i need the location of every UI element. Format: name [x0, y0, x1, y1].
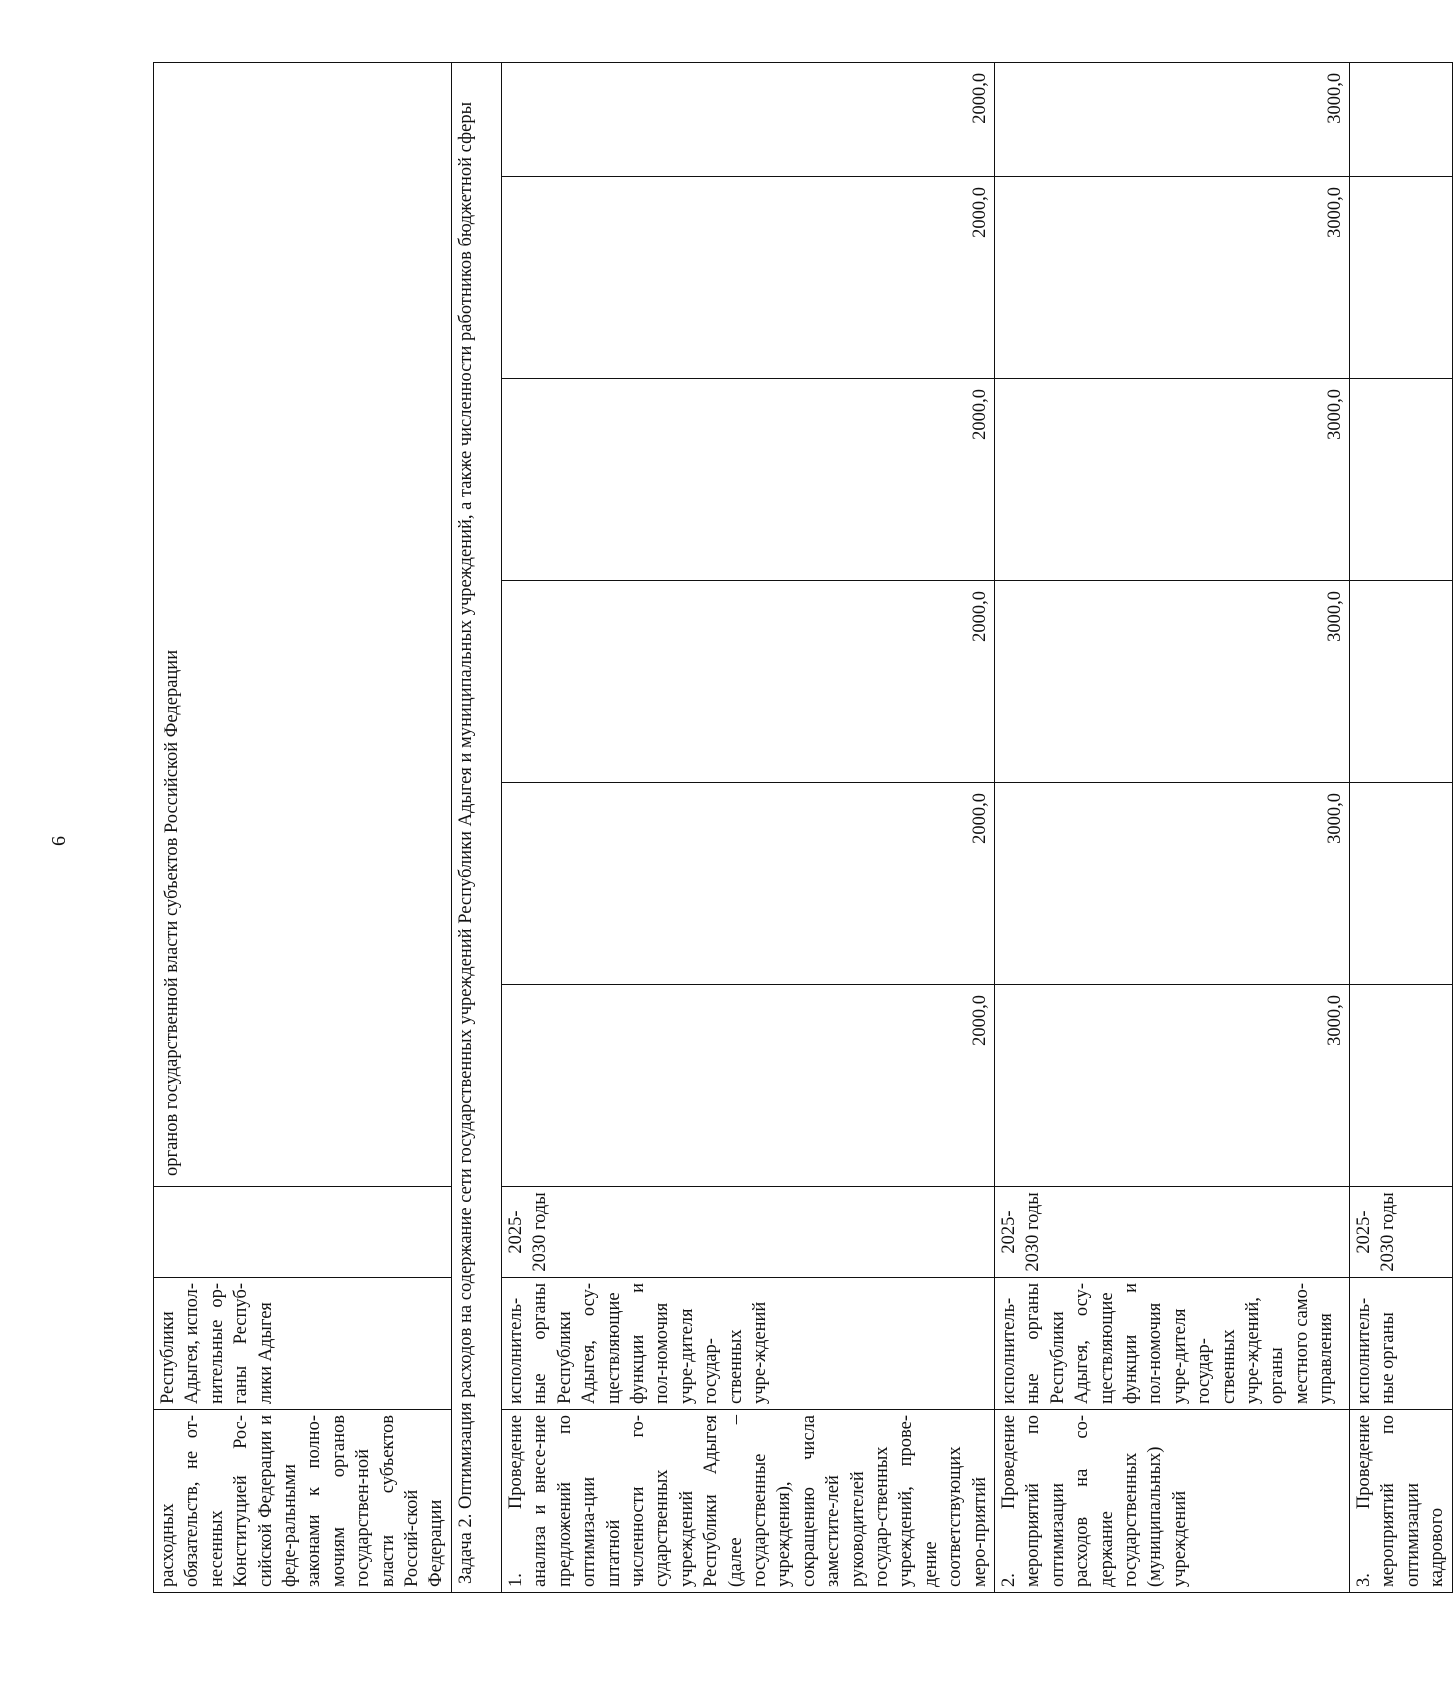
- cell-value: [1350, 985, 1453, 1187]
- rotated-page: [153, 63, 1448, 1593]
- cell-measure: расходных обязательств, не от-несенных Конституцией Рос-сийской Федерации и феде-ральными законами к полно-мочиям органов государствен-ной власти субъектов Россий-ской Федерации: [154, 1410, 452, 1593]
- cell-value: 3000,0: [995, 379, 1350, 581]
- cell-executor: исполнитель-ные органы Республики Адыгея, осу-ществляющие функции и пол-номочия учре-дителя государ-ственных учре-ждений: [501, 1278, 994, 1410]
- cell-value: [1350, 379, 1453, 581]
- cell-value: [1350, 783, 1453, 985]
- cell-value: 3000,0: [995, 62, 1350, 176]
- measures-table: [153, 62, 1453, 1593]
- cell-executor: исполнитель-ные органы Республики Адыгея, осу-ществляющие функции и пол-номочия учре-дителя государ-ственных учре-ждений, органы местного само-управления: [995, 1278, 1350, 1410]
- cell-measure: 3. Проведение мероприятий по оптимизации кадрового: [1350, 1410, 1453, 1593]
- cell-value: 2000,0: [501, 783, 994, 985]
- page-number: 6: [48, 836, 70, 846]
- table-row: [995, 62, 1350, 1592]
- cell-period: 2025-2030 годы: [501, 1187, 994, 1278]
- cell-value: 3000,0: [995, 177, 1350, 379]
- cell-value: 3000,0: [995, 581, 1350, 783]
- cell-value: 2000,0: [501, 379, 994, 581]
- cell-executor: Республики Адыгея, испол-нительные ор-ганы Респуб-лики Адыгея: [154, 1278, 452, 1410]
- cell-measure: 1. Проведение анализа и внесе-ние предложений по оптимиза-ции штатной численности го-сударственных учреждений Республики Адыгея (далее – государственные учреждения), сокращению числа заместите-лей руководителей государ-ственных учреждений, прове-дение соответствующих меро-приятий: [501, 1410, 994, 1593]
- cell-period: 2025-2030 годы: [1350, 1187, 1453, 1278]
- task-2-heading: Задача 2. Оптимизация расходов на содержание сети государственных учреждений Республики Адыгея и муниципальных учреждений, а также численности работников бюджетной сферы: [451, 62, 501, 1592]
- table-row: [1350, 62, 1453, 1592]
- cell-executor: исполнитель-ные органы: [1350, 1278, 1453, 1410]
- cell-value: 2000,0: [501, 985, 994, 1187]
- cell-value: 3000,0: [995, 985, 1350, 1187]
- cell-continuation-text: органов государственной власти субъектов Российской Федерации: [154, 62, 452, 1186]
- table-row-continuation: [154, 62, 452, 1592]
- cell-period: 2025-2030 годы: [995, 1187, 1350, 1278]
- table-row: [501, 62, 994, 1592]
- cell-value: 2000,0: [501, 581, 994, 783]
- cell-value: 2000,0: [501, 177, 994, 379]
- cell-measure: 2. Проведение мероприятий по оптимизации расходов на со-держание государственных (муниципальных) учреждений: [995, 1410, 1350, 1593]
- task-heading-row: [451, 62, 501, 1592]
- cell-period: [154, 1187, 452, 1278]
- cell-value: 3000,0: [995, 783, 1350, 985]
- cell-value: [1350, 177, 1453, 379]
- cell-value: [1350, 62, 1453, 176]
- cell-value: 2000,0: [501, 62, 994, 176]
- cell-value: [1350, 581, 1453, 783]
